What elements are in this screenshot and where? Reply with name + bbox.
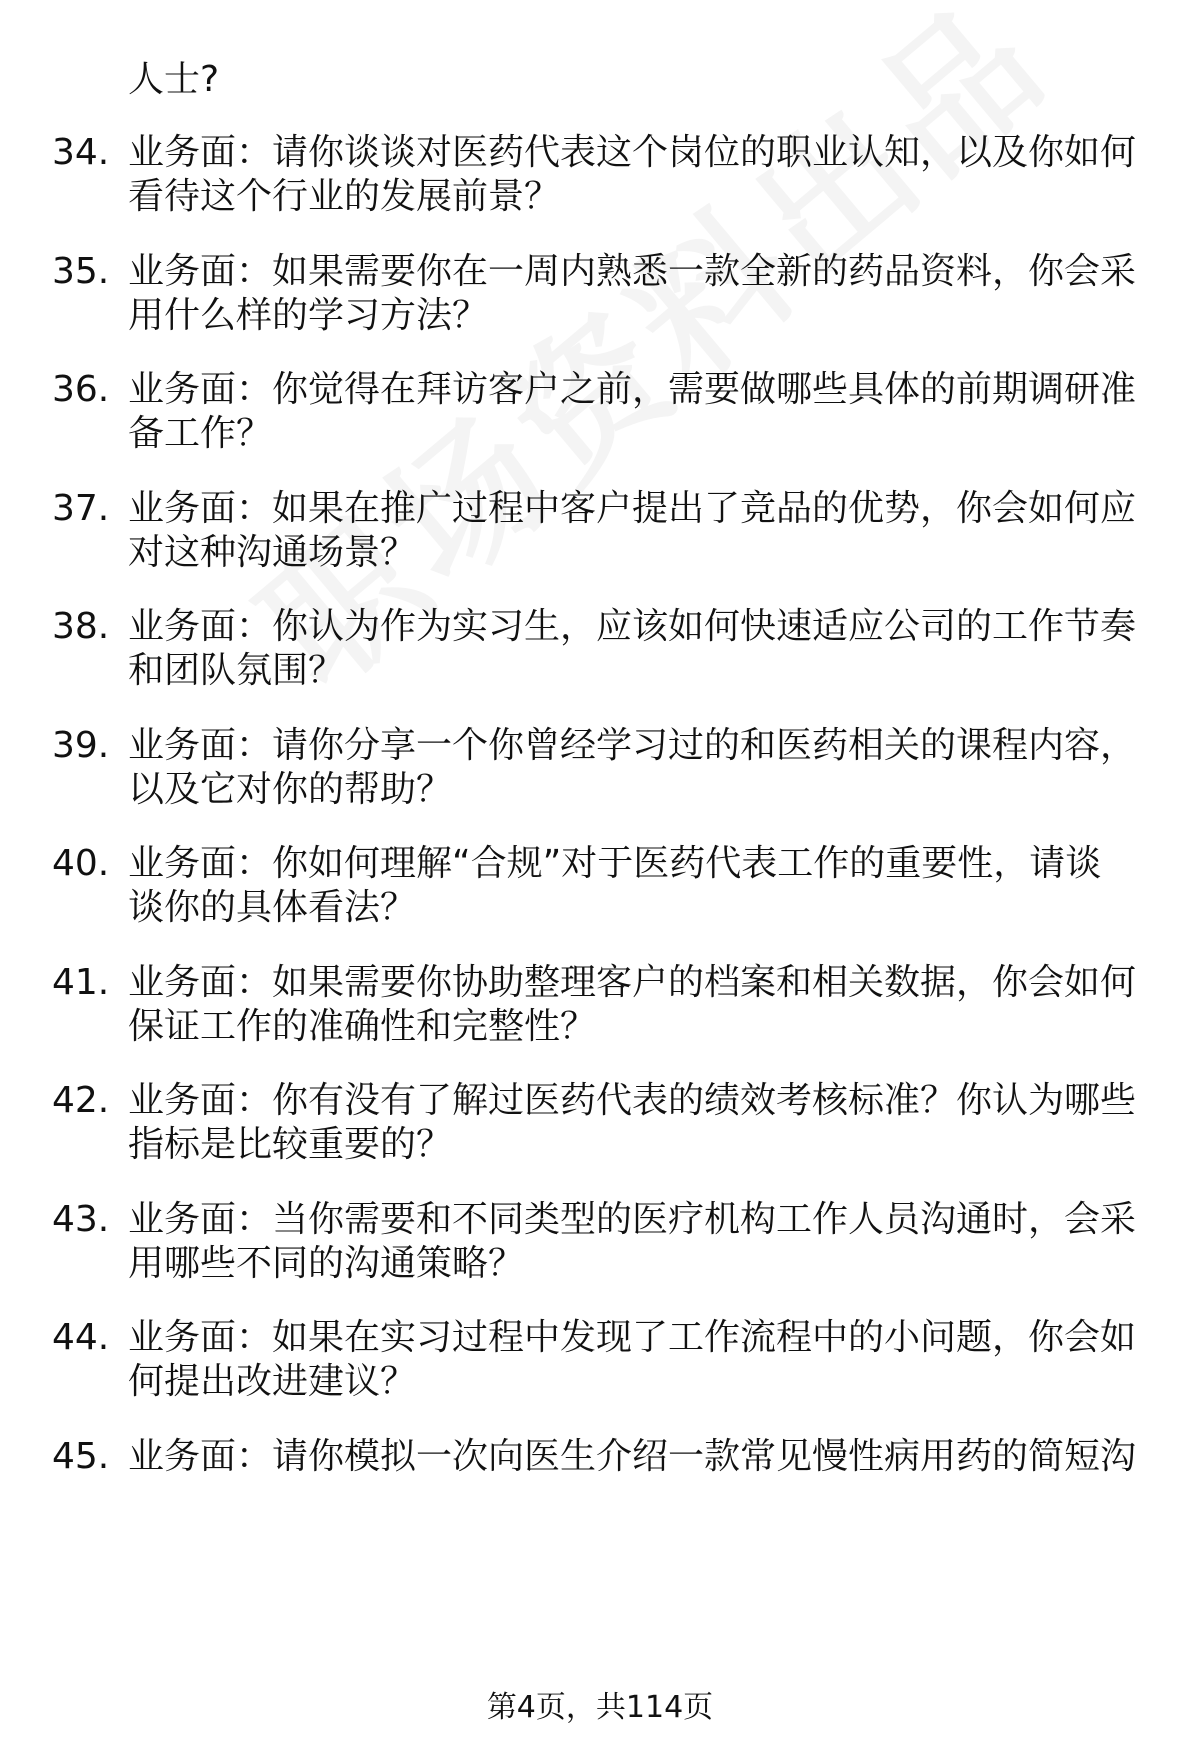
question-line-1: 业务面：请你模拟一次向医生介绍一款常见慢性病用药的简短沟 <box>128 1436 1137 1477</box>
question-line-1: 业务面：如果在实习过程中发现了工作流程中的小问题，你会如 <box>128 1317 1137 1358</box>
page-footer: 第4页，共114页 <box>486 1690 714 1725</box>
question-line-2: 对这种沟通场景？ <box>128 532 417 573</box>
question-number: 41. <box>52 962 110 1003</box>
question-line-1: 业务面：当你需要和不同类型的医疗机构工作人员沟通时，会采 <box>128 1199 1137 1240</box>
question-number: 37. <box>52 488 110 529</box>
question-line-1: 业务面：请你谈谈对医药代表这个岗位的职业认知，以及你如何 <box>128 132 1137 173</box>
question-line-2: 谈你的具体看法？ <box>128 887 417 928</box>
question-line-2: 用哪些不同的沟通策略？ <box>128 1243 525 1284</box>
question-number: 36. <box>52 369 110 410</box>
question-line-2: 以及它对你的帮助？ <box>128 769 453 810</box>
question-line-1: 业务面：如果需要你在一周内熟悉一款全新的药品资料，你会采 <box>128 251 1137 292</box>
question-number: 42. <box>52 1080 110 1121</box>
question-number: 34. <box>52 132 110 173</box>
question-number: 44. <box>52 1317 110 1358</box>
question-line-1: 业务面：如果在推广过程中客户提出了竞品的优势，你会如何应 <box>128 488 1137 529</box>
question-number: 38. <box>52 606 110 647</box>
question-line-1: 业务面：如果需要你协助整理客户的档案和相关数据，你会如何 <box>128 962 1137 1003</box>
question-line-1: 业务面：你觉得在拜访客户之前，需要做哪些具体的前期调研准 <box>128 369 1137 410</box>
question-line-2: 保证工作的准确性和完整性？ <box>128 1006 597 1047</box>
question-number: 45. <box>52 1436 110 1477</box>
question-line-2: 何提出改进建议？ <box>128 1361 417 1402</box>
question-number: 35. <box>52 251 110 292</box>
question-number: 43. <box>52 1199 110 1240</box>
question-line-2: 和团队氛围？ <box>128 650 345 691</box>
question-number: 40. <box>52 843 110 884</box>
question-line-1: 业务面：你如何理解“合规”对于医药代表工作的重要性，请谈 <box>128 843 1102 884</box>
question-line-2: 指标是比较重要的？ <box>128 1124 453 1165</box>
question-line-2: 看待这个行业的发展前景？ <box>128 176 561 217</box>
question-number: 39. <box>52 725 110 766</box>
question-line-1: 业务面：你有没有了解过医药代表的绩效考核标准？你认为哪些 <box>128 1080 1137 1121</box>
question-line-1: 业务面：你认为作为实习生，应该如何快速适应公司的工作节奏 <box>128 606 1137 647</box>
question-line-2: 备工作？ <box>128 413 273 454</box>
question-line-1: 业务面：请你分享一个你曾经学习过的和医药相关的课程内容， <box>128 725 1137 766</box>
question-line-2: 用什么样的学习方法？ <box>128 295 489 336</box>
continuation-line: 人士? <box>128 59 220 100</box>
